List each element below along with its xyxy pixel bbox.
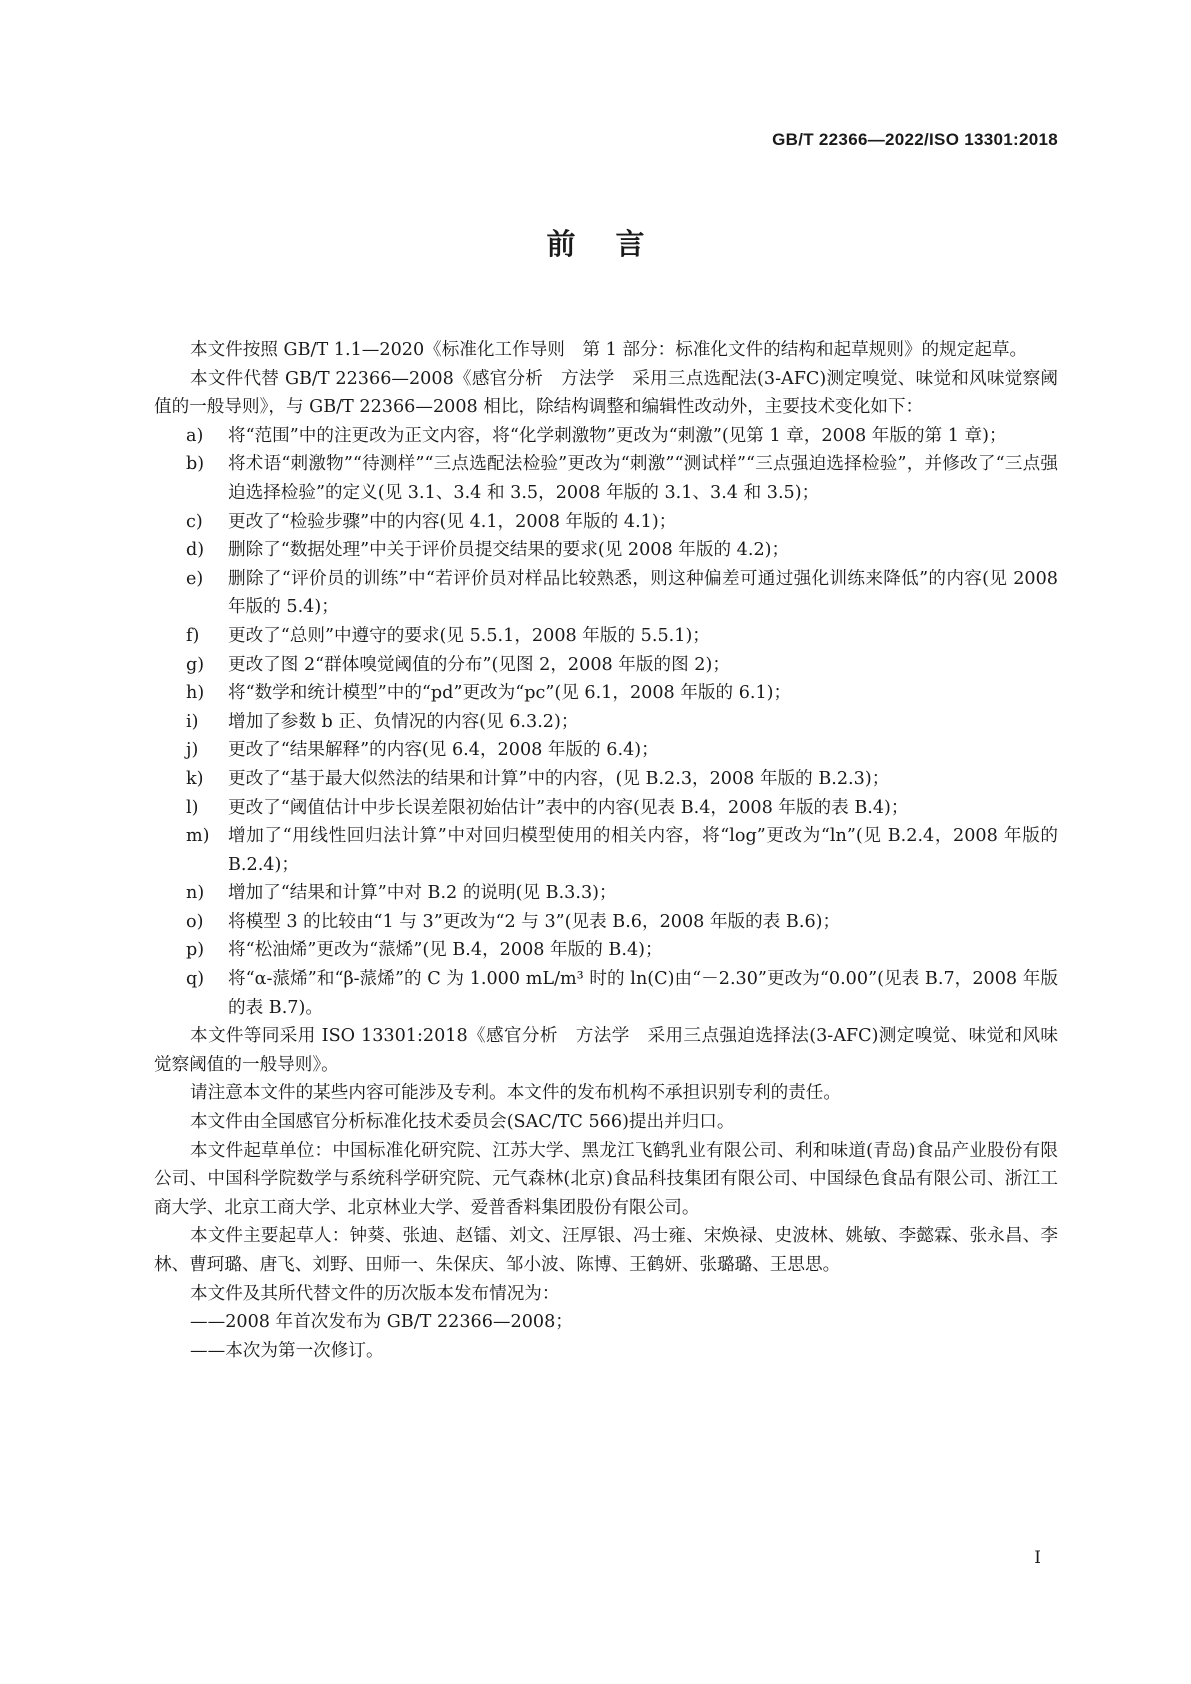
paragraph: 本文件及其所代替文件的历次版本发布情况为：	[190, 1283, 560, 1304]
list-item-text: 更改了“检验步骤”中的内容(见 4.1，2008 年版的 4.1)；	[228, 511, 677, 532]
list-item	[154, 822, 1058, 879]
paragraph: 本文件代替 GB/T 22366—2008《感官分析 方法学 采用三点选配法(3-AFC)测定嗅觉、味觉和风味觉察阈值的一般导则》，与 GB/T 22366—2008 相比，除结构调整和编辑性改动外，主要技术变化如下：	[154, 368, 1058, 418]
list-item-text: 将“松油烯”更改为“蒎烯”(见 B.4，2008 年版的 B.4)；	[228, 940, 663, 961]
list-item	[154, 965, 1058, 1022]
list-marker: d)	[186, 540, 205, 561]
list-item-text: 将“范围”中的注更改为正文内容，将“化学刺激物”更改为“刺激”(见第 1 章，2008 年版的第 1 章)；	[228, 425, 1007, 446]
page-title: 前言	[546, 227, 685, 261]
list-item	[154, 794, 1058, 823]
list-item	[154, 450, 1058, 507]
list-item	[154, 679, 1058, 708]
paragraph: ——2008 年首次发布为 GB/T 22366—2008；	[190, 1312, 573, 1333]
list-item-text: 将“α-蒎烯”和“β-蒎烯”的 C 为 1.000 mL/m³ 时的 ln(C)由“－2.30”更改为“0.00”(见表 B.7，2008 年版的表 B.7)。	[228, 969, 1058, 1018]
list-marker: j)	[186, 740, 199, 761]
list-item-text: 将“数学和统计模型”中的“pd”更改为“pc”(见 6.1，2008 年版的 6.1)；	[228, 683, 792, 704]
list-marker: h)	[186, 683, 205, 704]
list-item-text: 增加了“结果和计算”中对 B.2 的说明(见 B.3.3)；	[228, 883, 617, 904]
list-marker: o)	[186, 911, 204, 932]
paragraph: 本文件等同采用 ISO 13301:2018《感官分析 方法学 采用三点强迫选择法(3-AFC)测定嗅觉、味觉和风味觉察阈值的一般导则》。	[154, 1026, 1058, 1075]
foreword-body	[154, 336, 1058, 1365]
list-item	[154, 708, 1058, 737]
list-item	[154, 536, 1058, 565]
list-marker: k)	[186, 768, 204, 789]
paragraph: 本文件起草单位：中国标准化研究院、江苏大学、黑龙江飞鹤乳业有限公司、利和味道(青岛)食品产业股份有限公司、中国科学院数学与系统科学研究院、元气森林(北京)食品科技集团有限公司、中国绿色食品有限公司、浙江工商大学、北京工商大学、北京林业大学、爱普香料集团股份有限公司。	[154, 1140, 1058, 1218]
paragraph: 请注意本文件的某些内容可能涉及专利。本文件的发布机构不承担识别专利的责任。	[190, 1083, 841, 1104]
list-item-text: 更改了“基于最大似然法的结果和计算”中的内容，(见 B.2.3，2008 年版的 B.2.3)；	[228, 768, 890, 789]
list-marker: g)	[186, 654, 205, 675]
list-item	[154, 651, 1058, 680]
list-marker: m)	[186, 826, 210, 847]
list-item-text: 更改了“阈值估计中步长误差限初始估计”表中的内容(见表 B.4，2008 年版的表 B.4)；	[228, 797, 909, 818]
list-marker: n)	[186, 883, 205, 904]
list-marker: b)	[186, 454, 205, 475]
list-item	[154, 908, 1058, 937]
list-marker: e)	[186, 568, 204, 589]
list-item	[154, 508, 1058, 537]
paragraph: ——本次为第一次修订。	[190, 1340, 384, 1361]
list-item	[154, 422, 1058, 451]
list-item-text: 删除了“评价员的训练”中“若评价员对样品比较熟悉，则这种偏差可通过强化训练来降低”的内容(见 2008 年版的 5.4)；	[228, 568, 1058, 618]
list-item	[154, 622, 1058, 651]
list-item	[154, 565, 1058, 622]
list-marker: i)	[186, 711, 199, 732]
list-item	[154, 936, 1058, 965]
list-marker: a)	[186, 425, 204, 446]
changes-list	[154, 422, 1058, 1022]
list-item-text: 更改了图 2“群体嗅觉阈值的分布”(见图 2，2008 年版的图 2)；	[228, 654, 730, 675]
paragraph: 本文件按照 GB/T 1.1—2020《标准化工作导则 第 1 部分：标准化文件的结构和起草规则》的规定起草。	[190, 340, 1028, 360]
list-marker: f)	[186, 625, 200, 646]
list-item-text: 将术语“刺激物”“待测样”“三点选配法检验”更改为“刺激”“测试样”“三点强迫选择检验”，并修改了“三点强迫选择检验”的定义(见 3.1、3.4 和 3.5，2008 年版的 3.1、3.4 和 3.5)；	[228, 454, 1058, 503]
paragraph: 本文件主要起草人：钟葵、张迪、赵镭、刘文、汪厚银、冯士雍、宋焕禄、史波林、姚敏、李懿霖、张永昌、李林、曹珂璐、唐飞、刘野、田师一、朱保庆、邹小波、陈博、王鹤妍、张璐璐、王思思。	[154, 1226, 1058, 1275]
list-item-text: 增加了参数 b 正、负情况的内容(见 6.3.2)；	[228, 711, 579, 732]
list-item	[154, 765, 1058, 794]
list-item-text: 将模型 3 的比较由“1 与 3”更改为“2 与 3”(见表 B.6，2008 年版的表 B.6)；	[228, 911, 841, 932]
list-item-text: 更改了“结果解释”的内容(见 6.4，2008 年版的 6.4)；	[228, 740, 659, 761]
list-marker: q)	[186, 969, 205, 990]
list-item-text: 删除了“数据处理”中关于评价员提交结果的要求(见 2008 年版的 4.2)；	[228, 540, 790, 561]
list-item	[154, 736, 1058, 765]
list-item	[154, 879, 1058, 908]
page-number: I	[1034, 1548, 1041, 1568]
standard-number-header: GB/T 22366—2022/ISO 13301:2018	[772, 130, 1058, 149]
list-item-text: 增加了“用线性回归法计算”中对回归模型使用的相关内容，将“log”更改为“ln”(见 B.2.4，2008 年版的 B.2.4)；	[228, 826, 1058, 875]
list-marker: p)	[186, 940, 205, 961]
list-marker: l)	[186, 797, 199, 818]
list-item-text: 更改了“总则”中遵守的要求(见 5.5.1，2008 年版的 5.5.1)；	[228, 625, 710, 646]
list-marker: c)	[186, 511, 203, 532]
paragraph: 本文件由全国感官分析标准化技术委员会(SAC/TC 566)提出并归口。	[190, 1112, 735, 1133]
